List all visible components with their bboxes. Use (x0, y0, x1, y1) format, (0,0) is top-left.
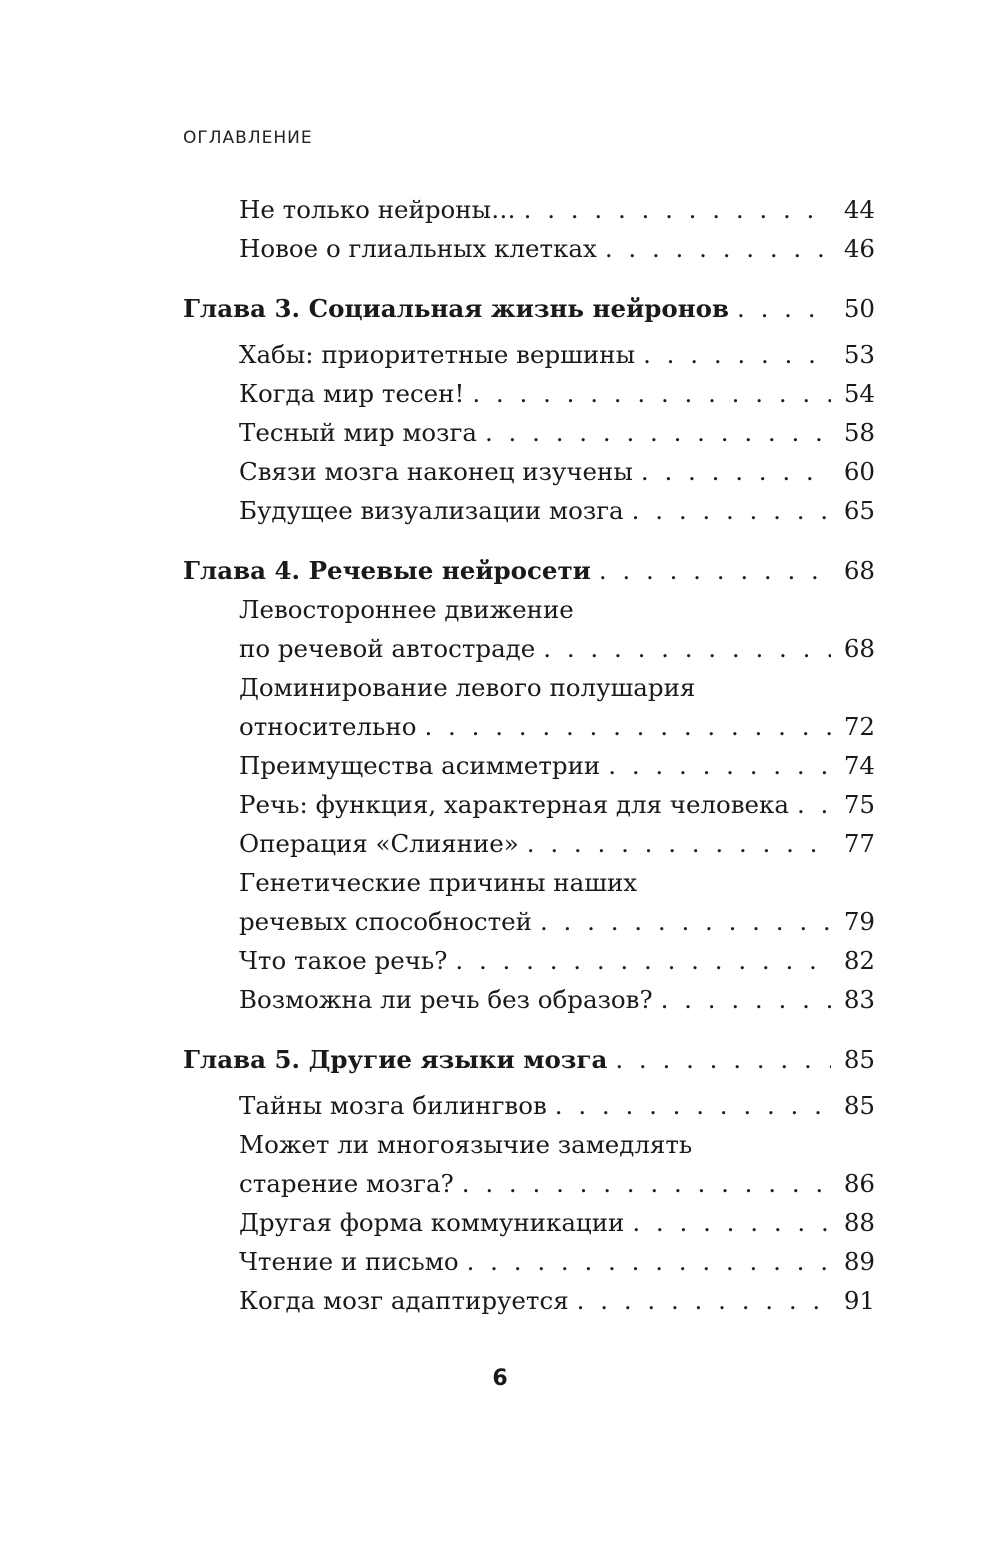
toc-entry[interactable] (183, 335, 875, 374)
toc-entry-title-line[interactable]: Доминирование левого полушария (239, 673, 696, 702)
toc-entry[interactable] (183, 785, 875, 824)
page-number: 6 (492, 1366, 508, 1391)
toc-entry-title-line[interactable]: Генетические причины наших (239, 868, 638, 897)
toc-chapter-page: 50 (843, 294, 875, 323)
dot-leader (543, 629, 831, 668)
toc-chapter-title: Глава 5. Другие языки мозга (183, 1045, 608, 1074)
toc-entry-title: Возможна ли речь без образов? (239, 985, 653, 1014)
toc-chapter-4[interactable] (183, 551, 875, 590)
toc-entry-page: 91 (843, 1286, 875, 1315)
toc-entry[interactable] (183, 374, 875, 413)
dot-leader (737, 289, 831, 328)
toc-entry-title: относительно (239, 712, 417, 741)
toc-entry-page: 89 (843, 1247, 875, 1276)
toc-entry[interactable] (183, 1164, 875, 1203)
toc-entry-page: 77 (843, 829, 875, 858)
toc-entry-page: 65 (843, 496, 875, 525)
toc-entry-title: Тесный мир мозга (239, 418, 477, 447)
dot-leader (632, 1203, 831, 1242)
toc-entry-title: Операция «Слияние» (239, 829, 519, 858)
toc-entry[interactable] (183, 1203, 875, 1242)
toc-entry-title-line[interactable]: Может ли многоязычие замедлять (239, 1130, 693, 1159)
toc-entry-page: 60 (843, 457, 875, 486)
toc-entry-title: Чтение и письмо (239, 1247, 459, 1276)
toc-entry-title: Когда мир тесен! (239, 379, 465, 408)
toc-entry-title-line[interactable]: Левостороннее движение (239, 595, 574, 624)
toc-entry-title: речевых способностей (239, 907, 532, 936)
toc-entry[interactable] (183, 1242, 875, 1281)
toc-entry-page: 58 (843, 418, 875, 447)
toc-entry[interactable] (183, 902, 875, 941)
toc-entry-page: 75 (843, 790, 875, 819)
toc-entry[interactable] (183, 980, 875, 1019)
toc-chapter-title: Глава 4. Речевые нейросети (183, 556, 591, 585)
dot-leader (462, 1164, 831, 1203)
toc-entry-title: Что такое речь? (239, 946, 448, 975)
toc-entry-page: 83 (843, 985, 875, 1014)
toc-entry[interactable] (183, 229, 875, 268)
toc-chapter-page: 68 (843, 556, 875, 585)
dot-leader (485, 413, 831, 452)
dot-leader (472, 374, 831, 413)
dot-leader (455, 941, 831, 980)
toc-entry-title: Тайны мозга билингвов (239, 1091, 547, 1120)
toc-entry-title: по речевой автостраде (239, 634, 536, 663)
toc-entry-page: 53 (843, 340, 875, 369)
toc-entry-title: Будущее визуализации мозга (239, 496, 624, 525)
toc-entry-title: Связи мозга наконец изучены (239, 457, 633, 486)
dot-leader (524, 190, 831, 229)
toc-entry-title: Хабы: приоритетные вершины (239, 340, 636, 369)
dot-leader (527, 824, 831, 863)
toc-entry[interactable] (183, 491, 875, 530)
toc-entry[interactable] (183, 190, 875, 229)
dot-leader (424, 707, 831, 746)
toc-entry-page: 88 (843, 1208, 875, 1237)
dot-leader (661, 980, 831, 1019)
toc-entry-page: 82 (843, 946, 875, 975)
toc-entry-page: 85 (843, 1091, 875, 1120)
toc-entry[interactable] (183, 941, 875, 980)
toc-entry[interactable] (183, 824, 875, 863)
dot-leader (608, 746, 831, 785)
toc-entry[interactable] (183, 1281, 875, 1320)
toc-entry-page: 72 (843, 712, 875, 741)
table-of-contents (183, 190, 875, 1320)
toc-chapter-3[interactable] (183, 289, 875, 328)
dot-leader (467, 1242, 831, 1281)
toc-entry-page: 44 (843, 195, 875, 224)
toc-entry-page: 86 (843, 1169, 875, 1198)
toc-entry[interactable] (183, 452, 875, 491)
dot-leader (605, 229, 831, 268)
dot-leader (555, 1086, 831, 1125)
dot-leader (632, 491, 831, 530)
toc-chapter-page: 85 (843, 1045, 875, 1074)
dot-leader (615, 1040, 831, 1079)
toc-entry-page: 74 (843, 751, 875, 780)
toc-entry-title: Речь: функция, характерная для человека (239, 790, 789, 819)
toc-entry[interactable] (183, 707, 875, 746)
dot-leader (540, 902, 831, 941)
toc-entry[interactable] (183, 1086, 875, 1125)
toc-entry-page: 79 (843, 907, 875, 936)
toc-entry-title: старение мозга? (239, 1169, 454, 1198)
dot-leader (577, 1281, 831, 1320)
toc-entry-page: 54 (843, 379, 875, 408)
toc-chapter-title: Глава 3. Социальная жизнь нейронов (183, 294, 730, 323)
dot-leader (643, 335, 831, 374)
dot-leader (641, 452, 831, 491)
toc-entry-title: Не только нейроны… (239, 195, 516, 224)
toc-chapter-5[interactable] (183, 1040, 875, 1079)
toc-entry-title: Новое о глиальных клетках (239, 234, 597, 263)
toc-entry-title: Преимущества асимметрии (239, 751, 601, 780)
dot-leader (797, 785, 831, 824)
toc-entry-title: Когда мозг адаптируется (239, 1286, 569, 1315)
toc-entry-title: Другая форма коммуникации (239, 1208, 625, 1237)
toc-entry[interactable] (183, 746, 875, 785)
dot-leader (599, 551, 831, 590)
running-head: ОГЛАВЛЕНИЕ (183, 128, 313, 148)
toc-entry[interactable] (183, 413, 875, 452)
toc-entry-page: 68 (843, 634, 875, 663)
toc-entry-page: 46 (843, 234, 875, 263)
toc-entry[interactable] (183, 629, 875, 668)
